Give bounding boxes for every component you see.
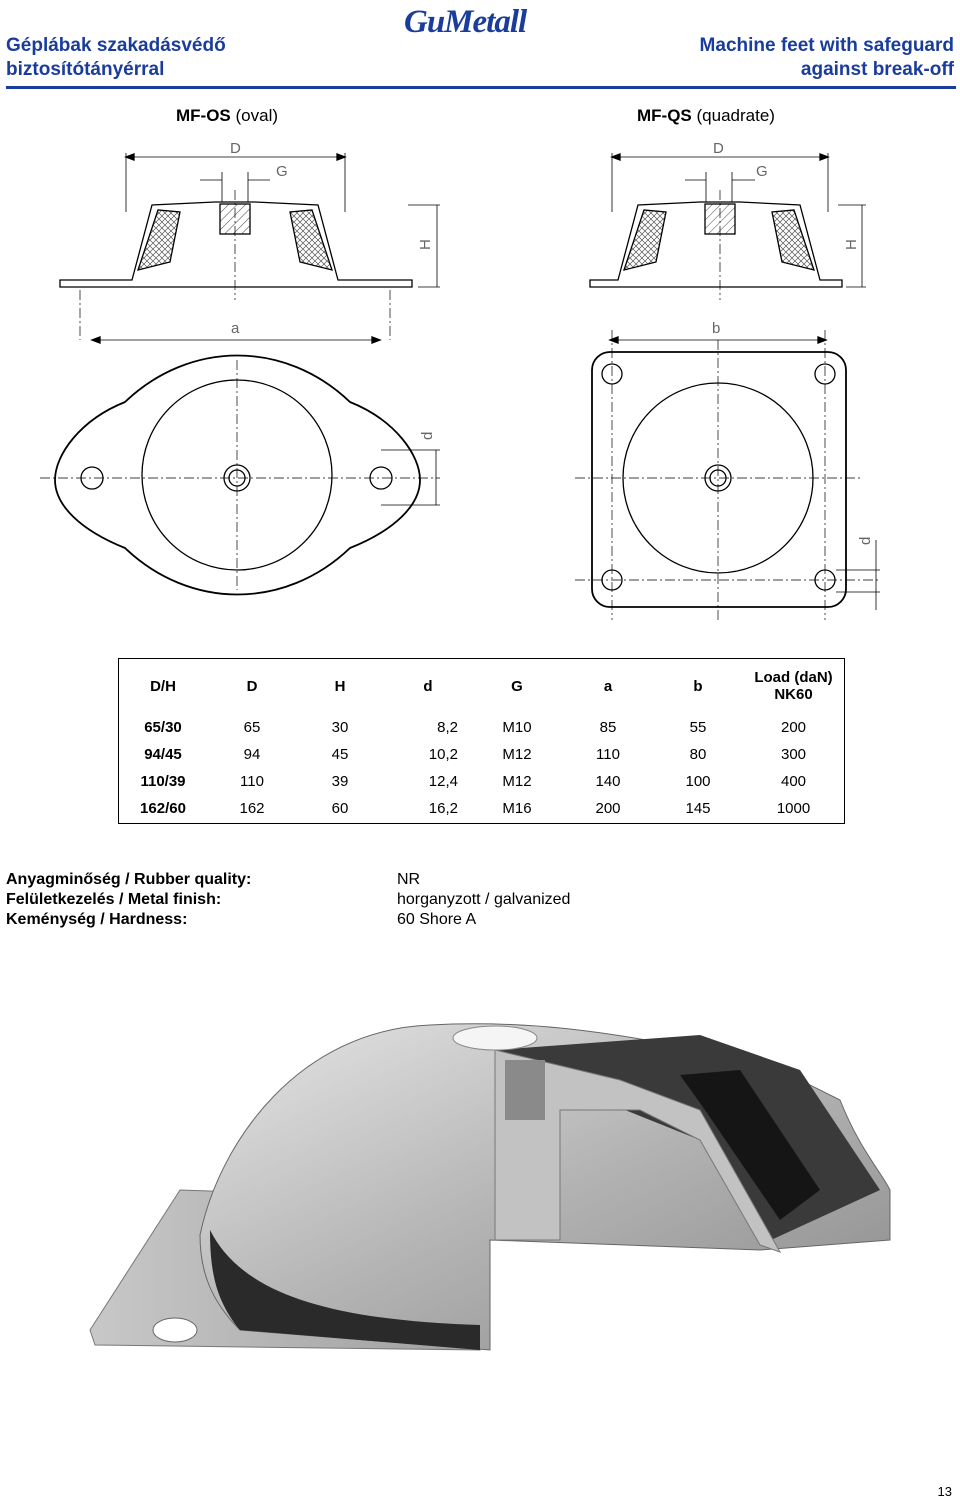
table-cell: 55 bbox=[689, 719, 707, 736]
property-label-rubber: Anyagminőség / Rubber quality: bbox=[6, 871, 252, 888]
caption-quad-code: MF-QS bbox=[637, 106, 692, 125]
table-cell: M12 bbox=[502, 746, 532, 763]
table-cell: 145 bbox=[685, 800, 711, 817]
property-value-finish: horganyzott / galvanized bbox=[397, 891, 571, 908]
oval-section-view bbox=[60, 153, 440, 340]
table-cell: 45 bbox=[331, 746, 349, 763]
table-cell: 60 bbox=[331, 800, 349, 817]
spec-table bbox=[118, 658, 845, 822]
header-title-hu-line1: Géplábak szakadásvédő bbox=[6, 35, 226, 56]
header-divider bbox=[6, 86, 956, 89]
col-header-H: H bbox=[334, 677, 346, 695]
table-cell: 100 bbox=[685, 773, 711, 790]
col-header-D: D bbox=[246, 677, 258, 695]
table-row bbox=[118, 768, 845, 795]
table-cell: 94 bbox=[243, 746, 261, 763]
property-labels bbox=[6, 870, 251, 930]
label-H-quad: H bbox=[843, 239, 860, 250]
label-G-oval: G bbox=[276, 163, 288, 180]
table-cell: 85 bbox=[599, 719, 617, 736]
table-cell: 39 bbox=[331, 773, 349, 790]
col-header-dh: D/H bbox=[150, 677, 176, 695]
table-cell: 200 bbox=[780, 719, 807, 736]
header-title-en-line2: against break-off bbox=[800, 59, 954, 80]
caption-quad-desc: (quadrate) bbox=[696, 106, 775, 125]
col-header-load-line2: NK60 bbox=[774, 686, 813, 703]
table-cell: M12 bbox=[502, 773, 532, 790]
table-cell-size: 94/45 bbox=[144, 746, 182, 763]
table-cell: 12,4 bbox=[428, 773, 458, 790]
table-cell: M10 bbox=[502, 719, 532, 736]
label-a: a bbox=[231, 320, 240, 337]
spec-table-header bbox=[118, 658, 845, 714]
label-d-quad: d bbox=[857, 536, 874, 545]
table-cell: 140 bbox=[595, 773, 621, 790]
header-title-hu bbox=[6, 34, 226, 82]
product-photo bbox=[0, 990, 960, 1390]
col-header-G: G bbox=[511, 677, 523, 695]
property-value-hardness: 60 Shore A bbox=[397, 911, 477, 928]
header-title-en bbox=[700, 34, 954, 82]
quad-top-view bbox=[575, 330, 880, 620]
table-row bbox=[118, 795, 845, 822]
table-cell: 10,2 bbox=[428, 746, 458, 763]
property-values bbox=[397, 870, 570, 930]
col-header-load-line1: Load (daN) bbox=[754, 669, 833, 686]
col-header-d: d bbox=[423, 677, 433, 695]
label-d-oval: d bbox=[419, 431, 436, 440]
table-cell: 110 bbox=[240, 773, 264, 790]
col-header-a: a bbox=[603, 677, 613, 695]
label-D-oval: D bbox=[230, 140, 241, 157]
property-value-rubber: NR bbox=[397, 871, 421, 888]
table-cell: 80 bbox=[689, 746, 707, 763]
table-cell: 110 bbox=[596, 746, 620, 763]
table-cell: 65 bbox=[243, 719, 261, 736]
property-label-finish: Felületkezelés / Metal finish: bbox=[6, 891, 222, 908]
table-cell-size: 65/30 bbox=[144, 719, 182, 736]
caption-oval-code: MF-OS bbox=[176, 106, 231, 125]
label-D-quad: D bbox=[713, 140, 724, 157]
table-cell: M16 bbox=[502, 800, 532, 817]
table-cell: 8,2 bbox=[437, 719, 458, 736]
technical-drawings bbox=[0, 120, 960, 620]
table-cell: 400 bbox=[780, 773, 807, 790]
property-label-hardness: Keménység / Hardness: bbox=[6, 911, 188, 928]
table-row bbox=[118, 741, 845, 768]
caption-oval-desc: (oval) bbox=[235, 106, 279, 125]
table-cell-size: 110/39 bbox=[140, 773, 186, 790]
table-cell: 30 bbox=[331, 719, 349, 736]
label-G-quad: G bbox=[756, 163, 768, 180]
table-cell: 300 bbox=[780, 746, 807, 763]
oval-top-view bbox=[40, 337, 440, 595]
table-cell: 16,2 bbox=[428, 800, 458, 817]
table-cell: 200 bbox=[595, 800, 621, 817]
table-cell-size: 162/60 bbox=[140, 800, 186, 817]
quad-section-view bbox=[590, 153, 866, 300]
table-cell: 1000 bbox=[776, 800, 811, 817]
label-H-oval: H bbox=[417, 239, 434, 250]
page-number: 13 bbox=[937, 1484, 952, 1499]
col-header-load bbox=[742, 658, 845, 714]
header-title-hu-line2: biztosítótányérral bbox=[6, 59, 165, 80]
label-b: b bbox=[712, 320, 721, 337]
table-row bbox=[118, 714, 845, 741]
header-title-en-line1: Machine feet with safeguard bbox=[699, 35, 954, 56]
gumetall-logo: GuMetall bbox=[404, 4, 527, 40]
table-cell: 162 bbox=[239, 800, 265, 817]
col-header-b: b bbox=[693, 677, 703, 695]
